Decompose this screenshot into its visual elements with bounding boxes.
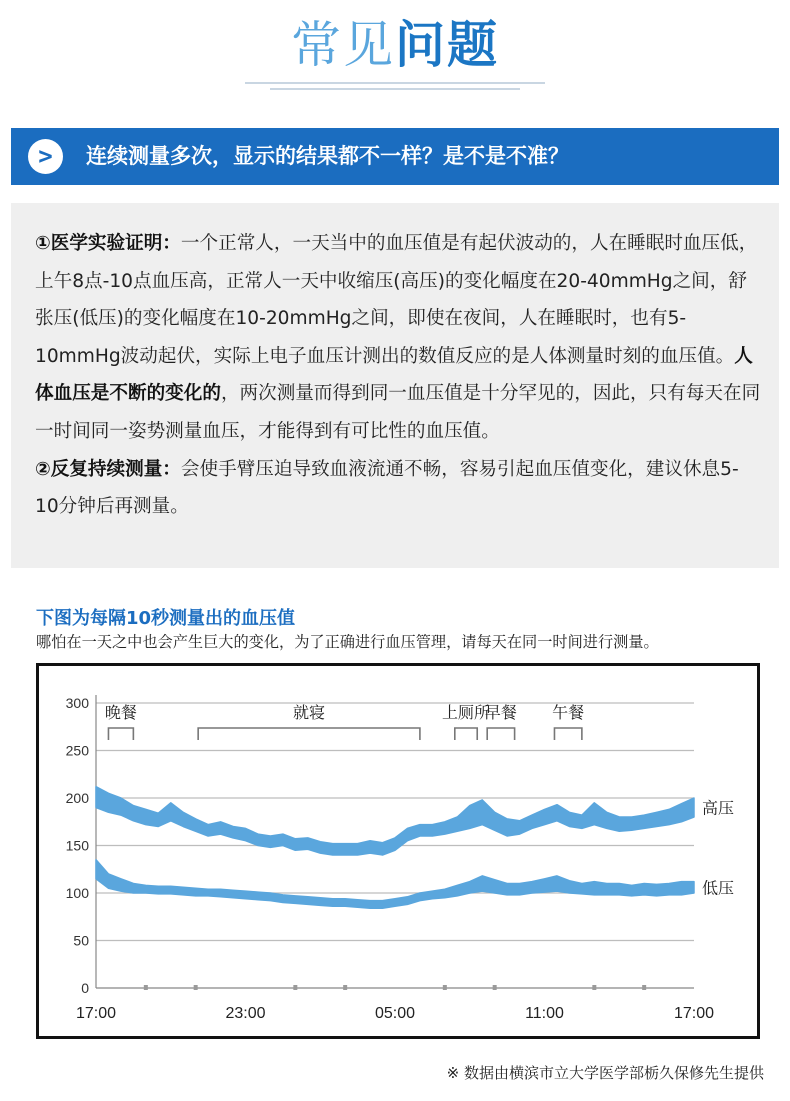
x-minor-tick xyxy=(493,985,497,990)
x-tick-label: 17:00 xyxy=(673,1005,715,1022)
question-text: 连续测量多次，显示的结果都不一样？是不是不准？ xyxy=(86,144,569,168)
chart-caption-title: 下图为每隔10秒测量出的血压值 xyxy=(36,608,296,629)
x-tick-label: 11:00 xyxy=(525,1005,564,1022)
series-label: 低压 xyxy=(702,878,735,898)
annotation-bracket xyxy=(455,728,477,740)
y-tick-label: 250 xyxy=(65,742,89,759)
chart-svg xyxy=(39,666,757,1036)
annotation-label: 午餐 xyxy=(552,703,585,722)
chart-caption-subtitle: 哪怕在一天之中也会产生巨大的变化，为了正确进行血压管理，请每天在同一时间进行测量。 xyxy=(36,633,659,651)
footnote-text: 数据由横滨市立大学医学部栃久保修先生提供 xyxy=(463,1064,764,1082)
x-minor-tick xyxy=(343,985,347,990)
decorative-divider xyxy=(270,88,520,90)
annotation-bracket xyxy=(108,728,133,740)
chevron-right-icon: > xyxy=(28,139,63,174)
x-tick-label: 05:00 xyxy=(374,1005,416,1022)
answer-panel xyxy=(11,203,779,568)
x-tick-label: 17:00 xyxy=(75,1005,117,1022)
decorative-divider xyxy=(245,82,545,84)
series-band xyxy=(96,787,694,855)
answer-point2-label: ②反复持续测量： xyxy=(35,458,181,480)
answer-point1-label: ①医学实验证明： xyxy=(35,233,181,254)
question-bar xyxy=(11,128,779,185)
answer-point1-bold: 人体血压是不断的变化的 xyxy=(35,345,753,405)
annotation-bracket xyxy=(554,728,581,740)
footnote xyxy=(447,1062,764,1083)
annotation-label: 早餐 xyxy=(484,703,517,722)
y-tick-label: 50 xyxy=(73,932,89,949)
blood-pressure-chart xyxy=(36,663,760,1039)
series-label: 高压 xyxy=(702,798,735,818)
series-band xyxy=(96,860,694,908)
page-title-part1: 常见 xyxy=(291,16,395,74)
y-tick-label: 100 xyxy=(65,885,89,901)
page-header xyxy=(0,0,790,110)
page-title-part2: 问题 xyxy=(395,16,499,74)
annotation-label: 就寝 xyxy=(293,703,326,722)
x-minor-tick xyxy=(592,985,596,990)
answer-point2-text: 会使手臂压迫导致血液流通不畅，容易引起血压值变化，建议休息5-10分钟后再测量。 xyxy=(35,458,739,518)
annotation-bracket xyxy=(487,728,514,740)
y-tick-label: 150 xyxy=(65,837,89,854)
answer-text xyxy=(35,225,761,526)
annotation-label: 上厕所 xyxy=(442,703,491,722)
x-minor-tick xyxy=(194,985,198,990)
x-minor-tick xyxy=(144,985,148,990)
x-minor-tick xyxy=(642,985,646,990)
y-tick-label: 300 xyxy=(65,695,89,711)
y-tick-label: 0 xyxy=(81,980,89,996)
answer-point1-text-b: ，两次测量而得到同一血压值是十分罕见的，因此，只有每天在同一时间同一姿势测量血压，才能得到有可比性的血压值。 xyxy=(35,383,761,442)
annotation-label: 晚餐 xyxy=(104,703,137,722)
footnote-mark: ※ xyxy=(446,1064,460,1082)
page-title xyxy=(0,14,790,76)
x-minor-tick xyxy=(293,985,297,990)
y-tick-label: 200 xyxy=(65,790,89,806)
x-tick-label: 23:00 xyxy=(225,1005,266,1022)
answer-point1-text-a: 一个正常人，一天当中的血压值是有起伏波动的，人在睡眠时血压低，上午8点-10点血压高，正常人一天中收缩压(高压)的变化幅度在20-40mmHg之间，舒张压(低压)的变化幅度在10-20mmHg之间，即使在夜间，人在睡眠时，也有5-10mmHg波动起伏，实际上电子血压计测出的数值反应的是人体测量时刻的血压值。 xyxy=(35,233,758,367)
annotation-bracket xyxy=(198,728,420,740)
x-minor-tick xyxy=(443,985,447,990)
